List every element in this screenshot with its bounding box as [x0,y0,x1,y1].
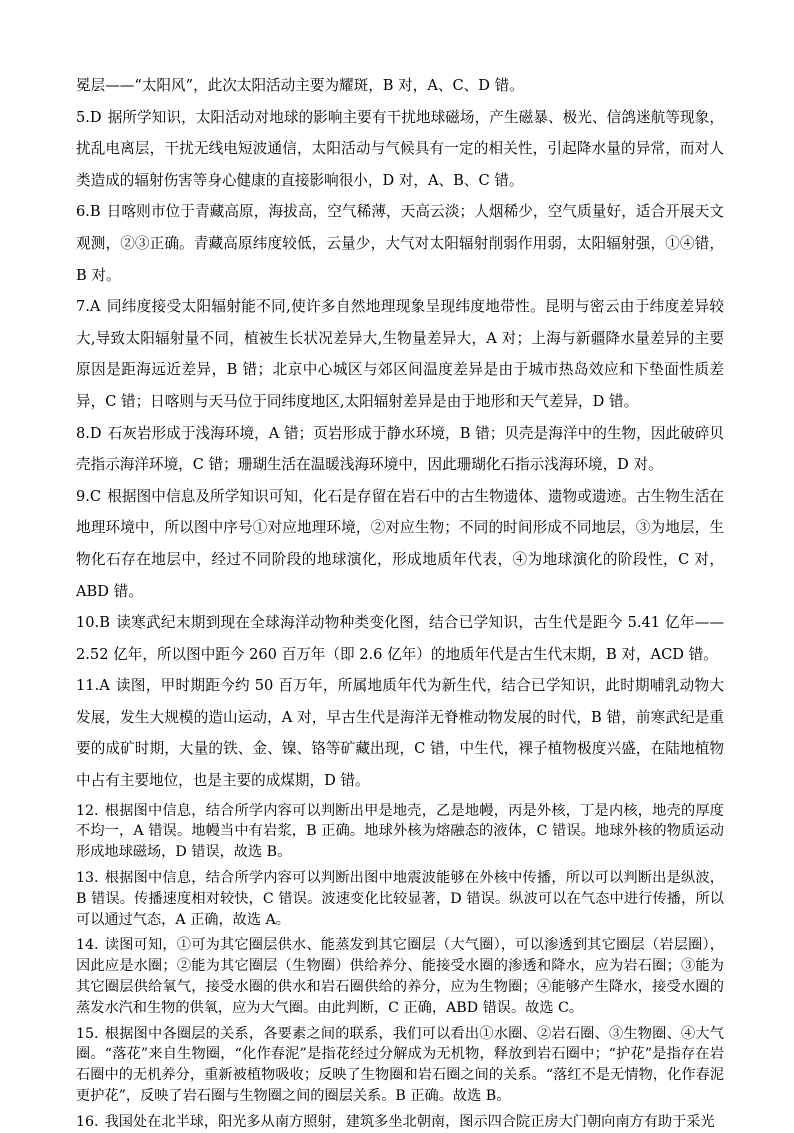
answer-11 [76,670,724,796]
answer-6 [76,196,724,291]
answer-14 [76,935,724,1018]
answer-number: 7.A [76,298,101,316]
answer-7 [76,291,724,417]
answer-number: 14. [76,937,99,954]
answer-text: 根据图中信息及所学知识可知，化石是存留在岩石中的古生物遗体、遗物或遗迹。古生物生活在地理环境中，所以图中序号①对应地理环境，②对应生物；不同的时间形成不同地层，③为地层，生物化石存在地层中，经过不同阶段的地球演化，形成地质年代表，④为地球演化的阶段性，C 对，ABD 错。 [76,487,724,600]
answer-text: 根据图中信息，结合所学内容可以判断出图中地震波能够在外核中传播，所以可以判断出是纵波，B 错误。传播速度相对较快，C 错误。波速变化比较显著，D 错误。纵波可以在气态中进行传播，所以可以通过气态，A 正确，故选 A。 [76,870,724,928]
answer-10 [76,607,724,670]
answer-page [76,70,724,1133]
answer-number: 10.B [76,614,110,632]
answer-number: 6.B [76,203,101,221]
answer-12 [76,801,724,863]
answer-5 [76,102,724,197]
answer-text: 读图，甲时期距今约 50 百万年，所属地质年代为新生代，结合已学知识，此时期哺乳动物大发展，发生大规模的造山运动，A 对，早古生代是海洋无脊椎动物发展的时代，B 错，前寒武纪是重要的成矿时期，大量的铁、金、镍、铬等矿藏出现，C 错，中生代，裸子植物极度兴盛，在陆地植物中占有主要地位，也是主要的成煤期，D 错。 [76,677,724,790]
answer-number: 15. [76,1025,99,1042]
answer-text: 根据图中信息，结合所学内容可以判断出甲是地壳，乙是地幔，丙是外核，丁是内核，地壳的厚度不均一，A 错误。地幔当中有岩浆，B 正确。地球外核为熔融态的液体，C 错误。地球外核的物质运动形成地球磁场，D 错误，故选 B。 [76,802,724,861]
answer-number: 11.A [76,677,110,695]
answer-text: 根据图中各圈层的关系，各要素之间的联系，我们可以看出①水圈、②岩石圈、③生物圈、④大气圈。“落花”来自生物圈，“化作春泥”是指花经过分解成为无机物，释放到岩石圈中；“护花”是指存在岩石圈中的无机养分，重新被植物吸收；反映了生物圈和岩石圈之间的关系。“落红不是无情物，化作春泥更护花”，反映了岩石圈与生物圈之间的圈层关系。B 正确。故选 B。 [76,1025,724,1105]
answer-9 [76,481,724,607]
answer-text: 据所学知识，太阳活动对地球的影响主要有干扰地球磁场，产生磁暴、极光、信鸽迷航等现象，扰乱电离层，干扰无线电短波通信，太阳活动与气候具有一定的相关性，引起降水量的异常，而对人类造成的辐射伤害等身心健康的直接影响很小，D 对，A、B、C 错。 [76,108,724,189]
answer-13 [76,868,724,930]
answer-4-continued [76,70,724,102]
answer-number: 16. [76,1113,99,1130]
answer-number: 8.D [76,424,102,442]
answer-number: 5.D [76,108,102,126]
answer-text: 我国处在北半球，阳光多从南方照射，建筑多坐北朝南，图示四合院正房大门朝向南方有助于采光 [104,1113,715,1130]
answer-text: 读寒武纪末期到现在全球海洋动物种类变化图，结合已学知识，古生代是距今 5.41 亿年——2.52 亿年，所以图中距今 260 百万年（即 2.6 亿年）的地质年代是古生代末期，B 对，ACD 错。 [76,614,724,663]
answer-text: 日喀则市位于青藏高原，海拔高，空气稀薄，天高云淡；人烟稀少，空气质量好，适合开展天文观测，②③正确。青藏高原纬度较低，云量少，大气对太阳辐射削弱作用弱，太阳辐射强，①④错，B 对。 [76,203,724,284]
answer-text: 同纬度接受太阳辐射能不同,使许多自然地理现象呈现纬度地带性。昆明与密云由于纬度差异较大,导致太阳辐射量不同，植被生长状况差异大,生物量差异大，A 对；上海与新疆降水量差异的主要原因是距海远近差异，B 错；北京中心城区与郊区间温度差异是由于城市热岛效应和下垫面性质差异，C 错；日喀则与天马位于同纬度地区,太阳辐射差异是由于地形和天气差异，D 错。 [76,298,724,410]
answer-8 [76,418,724,481]
answer-16 [76,1112,724,1133]
answer-text: 读图可知，①可为其它圈层供水、能蒸发到其它圈层（大气圈），可以渗透到其它圈层（岩层圈），因此应是水圈；②能为其它圈层（生物圈）供给养分、能接受水圈的渗透和降水，应为岩石圈；③能为其它圈层供给氧气，接受水圈的供水和岩石圈供给的养分，应为生物圈；④能够产生降水，接受水圈的蒸发水汽和生物的供氧，应为大气圈。由此判断，C 正确，ABD 错误。故选 C。 [76,937,724,1016]
answer-text: 冕层——“太阳风”，此次太阳活动主要为耀斑，B 对，A、C、D 错。 [76,77,524,94]
answer-number: 13. [76,870,99,887]
answer-text: 石灰岩形成于浅海环境，A 错；页岩形成于静水环境，B 错；贝壳是海洋中的生物，因此破碎贝壳指示海洋环境，C 错；珊瑚生活在温暖浅海环境中，因此珊瑚化石指示浅海环境，D 对。 [76,424,724,474]
answer-number: 12. [76,802,99,819]
answer-15 [76,1024,724,1107]
answer-number: 9.C [76,487,102,505]
